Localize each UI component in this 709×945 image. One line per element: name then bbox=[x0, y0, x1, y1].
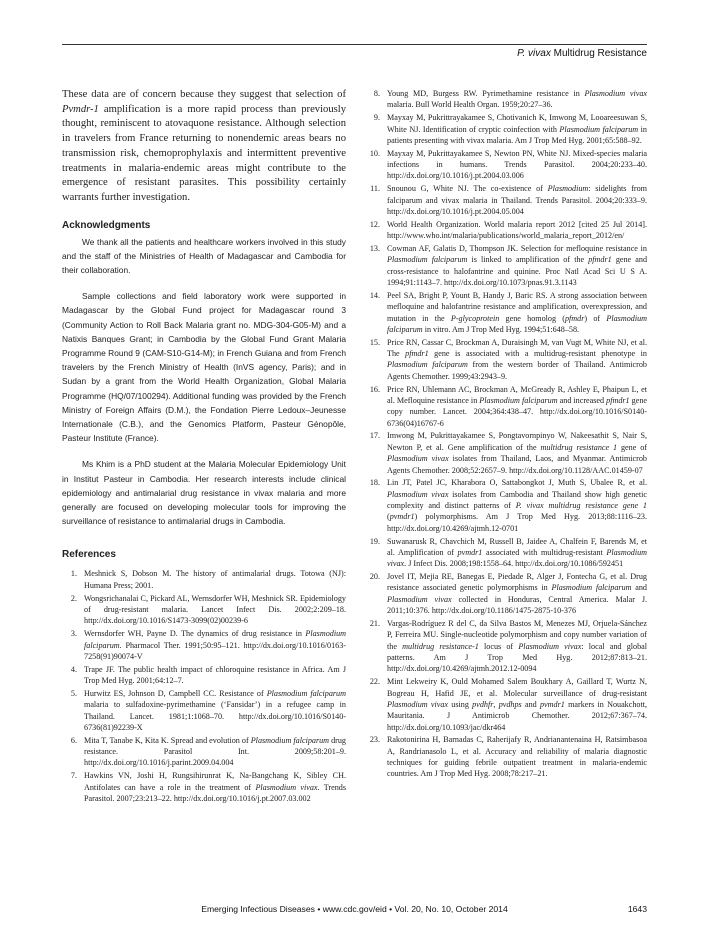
reference-text bbox=[387, 112, 647, 146]
italic-term: pfmdr1 bbox=[606, 395, 630, 405]
reference-item bbox=[365, 88, 647, 111]
text-run: isolates from Cambodia and Thailand show high genetic complexity and distinct patterns of bbox=[387, 489, 647, 511]
text-run: , bbox=[493, 699, 499, 709]
italic-term: P-glycoprotein bbox=[450, 313, 500, 323]
reference-number: 13. bbox=[369, 243, 380, 253]
italic-term: Pvmdr-1 bbox=[62, 103, 99, 115]
references-list-left bbox=[62, 568, 346, 804]
reference-text bbox=[84, 568, 346, 591]
reference-text bbox=[387, 219, 647, 242]
reference-number: 20. bbox=[369, 572, 380, 582]
reference-text bbox=[387, 148, 647, 182]
references-heading: References bbox=[62, 549, 116, 561]
italic-term: Plasmodium vivax bbox=[387, 454, 449, 464]
reference-text bbox=[84, 688, 346, 733]
reference-number: 9. bbox=[373, 113, 380, 123]
italic-term: Plasmodium vivax bbox=[387, 699, 449, 709]
text-run: Hurwitz ES, Johnson D, Campbell CC. Resistance of bbox=[84, 688, 267, 698]
running-title-species: P. vivax bbox=[517, 48, 551, 59]
reference-item bbox=[365, 384, 647, 429]
acknowledgments-heading: Acknowledgments bbox=[62, 219, 151, 231]
reference-text bbox=[84, 770, 346, 804]
reference-text bbox=[387, 477, 647, 534]
reference-item bbox=[62, 688, 346, 733]
reference-item bbox=[62, 593, 346, 627]
italic-term: Plasmodium vivax bbox=[584, 89, 647, 98]
reference-number: 7. bbox=[70, 771, 77, 781]
reference-item bbox=[365, 148, 647, 182]
text-run: Rakotonirina H, Barnadas C, Raherijafy R, Andrianantenaina H, Ratsimbasoa A, Randrianasolo L, et al. Accuracy and reliability of malaria diagnostic techniques for guiding febrile outpatient treatment in malaria-endemic countries. Am J Trop Med Hyg. 2008;78:217–21. bbox=[387, 735, 647, 779]
text-run: Trape JF. The public health impact of chloroquine resistance in Africa. Am J Trop Med Hyg. 2001;64:12–7. bbox=[84, 664, 346, 686]
text-run: from the western border of Thailand. Antimicrob Agents Chemother. 1999;43:2943–9. bbox=[387, 360, 647, 381]
text-run: associated with multidrug-resistant bbox=[482, 547, 607, 557]
reference-number: 1. bbox=[70, 569, 77, 579]
reference-number: 10. bbox=[369, 148, 380, 158]
italic-term: Plasmodium vivax bbox=[255, 782, 318, 792]
journal-footer: Emerging Infectious Diseases • www.cdc.gov/eid • Vol. 20, No. 10, October 2014 bbox=[201, 904, 508, 914]
text-run: amplification is a more rapid process than previously thought, reminiscent to atovaquone resistance. Although selection in travelers from France returning to nonendemic areas bears no transmission risk, chemoprophylaxis and intermittent preventive treatments in malaria-endemic areas might contribute to the emergence of resistant parasites. This possibility certainly warrants further investigation. bbox=[62, 103, 346, 203]
text-run: World Health Organization. World malaria report 2012 [cited 25 Jul 2014]. http://www.who.int/malaria/publications/world_malaria_report_2012/en/ bbox=[387, 219, 647, 241]
text-run: Vargas-Rodríguez R del C, da Silva Bastos M, Menezes MJ, Orjuela-Sánchez P, Ferreira MU. Single-nucleotide polymorphism and copy number variation of the bbox=[387, 618, 647, 651]
text-run: in patients presenting with vivax malaria. Am J Trop Med Hyg. 2001;65:588–92. bbox=[387, 124, 647, 145]
italic-term: Plasmodium falciparum bbox=[479, 395, 558, 405]
italic-term: pvdhfr bbox=[472, 699, 494, 709]
text-run: . Pharmacol Ther. 1991;50:95–121. http://dx.doi.org/10.1016/0163-7258(91)90074-V bbox=[84, 640, 346, 661]
header-rule bbox=[62, 44, 647, 45]
text-run: and increased bbox=[557, 395, 607, 405]
reference-text bbox=[387, 290, 647, 335]
page-number: 1643 bbox=[627, 904, 647, 914]
text-run: ) of bbox=[584, 313, 607, 323]
italic-term: Plasmodium falciparum bbox=[551, 583, 632, 593]
text-run: malaria. Bull World Health Organ. 1959;20:27–36. bbox=[387, 100, 553, 110]
italic-term: pfmdr1 bbox=[405, 349, 429, 359]
reference-number: 15. bbox=[369, 337, 380, 347]
text-run: gene homolog ( bbox=[499, 313, 565, 323]
text-run: gene is associated with a multidrug-resistant phenotype in bbox=[428, 349, 647, 359]
reference-text bbox=[84, 735, 346, 769]
text-run: Imwong M, Pukrittayakamee S, Pongtavornpinyo W, Nakeesathit S, Nair S, Newton P, et al. Gene amplification of the bbox=[387, 431, 647, 452]
reference-item bbox=[365, 571, 647, 616]
reference-item bbox=[365, 676, 647, 733]
reference-number: 2. bbox=[70, 593, 77, 603]
acknowledgments-paragraph: We thank all the patients and healthcare workers involved in this study and the staff of the Ministries of Health of Madagascar and Cambodia for their collaboration. bbox=[62, 236, 346, 276]
italic-term: Plasmodium bbox=[547, 184, 589, 194]
reference-number: 17. bbox=[369, 431, 380, 441]
reference-text bbox=[387, 183, 647, 217]
reference-text bbox=[84, 628, 346, 662]
text-run: and bbox=[631, 583, 647, 593]
reference-number: 8. bbox=[373, 89, 380, 98]
italic-term: pvmdr1 bbox=[389, 512, 415, 522]
text-run: malaria to sulfadoxine-pyrimethamine (‘Fansidar’) in a refugee camp in Thailand. Lancet. 1981;1:1068–70. http://dx.doi.org/10.1016/S0140-6736(81)92239-X bbox=[84, 700, 346, 732]
text-run: gene and cross-resistance to halofantrine and quinine. Proc Natl Acad Sci U S A. 1994;91:1143–7. http://dx.doi.org/10.1073/pnas.91.3.1143 bbox=[387, 255, 648, 287]
reference-item bbox=[365, 337, 647, 382]
italic-term: Plasmodium falciparum bbox=[559, 124, 639, 134]
text-run: ) polymorphisms. Am J Trop Med Hyg. 2013;88:1116–23. http://dx.doi.org/10.4269/ajtmh.12-0701 bbox=[387, 512, 647, 533]
text-run: Wernsdorfer WH, Payne D. The dynamics of drug resistance in bbox=[84, 629, 306, 639]
reference-item bbox=[62, 664, 346, 687]
text-run: is linked to amplification of the bbox=[467, 255, 589, 265]
reference-text bbox=[84, 664, 346, 687]
italic-term: pvmdr1 bbox=[457, 547, 483, 557]
text-run: . J Infect Dis. 2008;198:1558–64. http://dx.doi.org/10.1086/592451 bbox=[404, 559, 624, 569]
italic-term: P. vivax multidrug resistance gene 1 bbox=[515, 501, 647, 511]
reference-item bbox=[365, 734, 647, 779]
reference-text bbox=[387, 571, 647, 616]
reference-item bbox=[365, 112, 647, 146]
reference-number: 11. bbox=[370, 184, 380, 194]
italic-term: pvmdr1 bbox=[539, 699, 565, 709]
italic-term: pvdhps bbox=[498, 699, 522, 709]
reference-number: 12. bbox=[369, 219, 380, 229]
text-run: and bbox=[521, 699, 540, 709]
reference-number: 4. bbox=[70, 664, 77, 674]
text-run: These data are of concern because they suggest that selection of bbox=[62, 89, 346, 100]
reference-item bbox=[62, 568, 346, 591]
italic-term: Plasmodium vivax bbox=[518, 641, 582, 651]
reference-text bbox=[387, 618, 647, 675]
text-run: Wongsrichanalai C, Pickard AL, Wernsdorfer WH, Meshnick SR. Epidemiology of drug-resistant malaria. Lancet Infect Dis. 2002;2:209–18. http://dx.doi.org/10.1016/S1473-3099(02)00239-6 bbox=[84, 593, 346, 626]
italic-term: Plasmodium vivax bbox=[387, 547, 647, 569]
reference-text bbox=[387, 676, 647, 733]
italic-term: Plasmodium falciparum bbox=[387, 255, 468, 265]
text-run: drug resistance. Parasitol Int. 2009;58:201–9. http://dx.doi.org/10.1016/j.parint.2009.04.004 bbox=[84, 735, 346, 768]
reference-item bbox=[365, 477, 647, 534]
text-run: markers in Nouakchott, Mauritania. J Antimicrob Chemother. 2012;67:367–74. http://dx.doi.org/10.1093/jac/dkr464 bbox=[387, 699, 648, 732]
running-title-rest: Multidrug Resistance bbox=[550, 48, 647, 59]
text-run: isolates from Thailand, Laos, and Myanmar. Antimicrob Agents Chemother. 2008;52:2657–9. http://dx.doi.org/10.1128/AAC.01459-07 bbox=[387, 454, 647, 475]
reference-text bbox=[84, 593, 346, 627]
reference-item bbox=[62, 735, 346, 769]
funding-paragraph: Sample collections and field laboratory work were supported in Madagascar by the Global Fund project for Madagascar round 3 (Community Action to Roll Back Malaria grant no. MDG-304-G05-M) and a Natixis Banques Grant; in Cambodia by the Global Fund Grant Malaria Programme Round 9 (CAM-S10-G14-M); in French Guiana and from French travelers by the French Ministry of Health (InVS agency, Paris); and in Sudan by a grant from the World Health Organization, Global Malaria Programme (HQ/07/100294). Additional funding was provided by the French Ministry of Foreign Affairs (D.M.), the Fondation Pierre Ledoux–Jeunesse Internationale (C.B.), and the Genomics Platform, Pasteur Génopôle, Pasteur Institute (France). bbox=[62, 291, 346, 444]
reference-item bbox=[365, 219, 647, 242]
reference-number: 6. bbox=[70, 735, 77, 745]
text-run: Mayxay M, Pukrittrayakamee S, Chotivanich K, Imwong M, Looareesuwan S, White NJ. Identification of cryptic coinfection with bbox=[387, 113, 647, 134]
text-run: collected in Honduras, Central America. Malar J. 2011;10:376. http://dx.doi.org/10.1186/1475-2875-10-376 bbox=[387, 594, 648, 616]
reference-number: 18. bbox=[369, 478, 380, 488]
italic-term: Plasmodium falciparum bbox=[84, 629, 346, 650]
reference-item bbox=[365, 430, 647, 475]
text-run: Suwanarusk R, Chavchich M, Russell B, Jaidee A, Chalfein F, Barends M, et al. Amplification of bbox=[387, 536, 647, 557]
reference-text bbox=[387, 536, 647, 570]
text-run: Hawkins VN, Joshi H, Rungsihirunrat K, Na-Bangchang K, Sibley CH. Antifolates can have a role in the treatment of bbox=[84, 771, 346, 792]
text-run: gene of bbox=[617, 442, 647, 452]
text-run: using bbox=[448, 699, 473, 709]
reference-text bbox=[387, 337, 647, 382]
italic-term: Plasmodium falciparum bbox=[266, 688, 346, 698]
reference-text bbox=[387, 430, 647, 475]
text-run: . Trends Parasitol. 2007;23:213–22. http://dx.doi.org/10.1016/j.pt.2007.03.002 bbox=[84, 782, 346, 804]
running-title bbox=[517, 48, 647, 59]
text-run: : local and global patterns. Am J Trop Med Hyg. 2012;87:813–21. http://dx.doi.org/10.4269/ajtmh.2012.12-0094 bbox=[387, 641, 648, 674]
reference-text bbox=[387, 734, 647, 779]
text-run: gene copy number. Lancet. 2004;364:438–47. http://dx.doi.org/10.1016/S0140-6736(04)16767-6 bbox=[387, 395, 647, 428]
italic-term: Plasmodium falciparum bbox=[250, 735, 330, 745]
text-run: : sidelights from falciparum and vivax malaria in Thailand. Trends Parasitol. 2004;20:333–9. http://dx.doi.org/10.1016/j.pt.2004.05.004 bbox=[387, 184, 647, 216]
text-run: in vitro. Am J Trop Med Hyg. 1994;51:648–58. bbox=[422, 324, 580, 334]
reference-number: 16. bbox=[369, 384, 380, 394]
italic-term: Plasmodium vivax bbox=[387, 594, 452, 604]
reference-item bbox=[62, 770, 346, 804]
text-run: Mita T, Tanabe K, Kita K. Spread and evolution of bbox=[84, 735, 251, 745]
reference-item bbox=[365, 290, 647, 335]
reference-number: 21. bbox=[369, 618, 380, 628]
reference-number: 3. bbox=[70, 629, 77, 639]
reference-item bbox=[62, 628, 346, 662]
text-run: Lin JT, Patel JC, Kharabora O, Sattabongkot J, Muth S, Ubalee R, et al. bbox=[387, 478, 647, 488]
text-run: Mint Lekweiry K, Ould Mohamed Salem Boukhary A, Gaillard T, Wurtz N, Bogreau H, Hafid JE, et al. Molecular surveillance of drug-resistant bbox=[387, 677, 647, 698]
reference-number: 14. bbox=[369, 290, 380, 300]
reference-number: 22. bbox=[369, 677, 380, 687]
italic-term: Plasmodium falciparum bbox=[387, 313, 647, 334]
italic-term: Plasmodium vivax bbox=[387, 489, 449, 499]
text-run: Peel SA, Bright P, Yount B, Handy J, Baric RS. A strong association between mefloquine and halofantrine resistance and amplification, overexpression, and mutation in the bbox=[387, 290, 647, 323]
text-run: Jovel IT, Mejia RE, Banegas E, Piedade R, Alger J, Fontecha G, et al. Drug resistance associated genetic polymorphisms in bbox=[387, 572, 647, 593]
reference-item bbox=[365, 618, 647, 675]
reference-text bbox=[387, 243, 647, 288]
italic-term: Plasmodium falciparum bbox=[387, 360, 468, 370]
intro-paragraph bbox=[62, 88, 346, 206]
text-run: Price RN, Cassar C, Brockman A, Duraisingh M, van Vugt M, White NJ, et al. The bbox=[387, 337, 647, 359]
italic-term: multidrug resistance-1 bbox=[402, 641, 479, 651]
reference-item bbox=[365, 243, 647, 288]
author-bio-paragraph: Ms Khim is a PhD student at the Malaria Molecular Epidemiology Unit in Institut Pasteur in Cambodia. Her research interests include clinical epidemiology and antimalarial drug resistance in vivax malaria and more generally are focused on developing molecular tools for improving the surveillance of resistance to antimalarial drugs in Cambodia. bbox=[62, 459, 346, 527]
text-run: Snounou G, White NJ. The co-existence of bbox=[387, 184, 548, 194]
reference-number: 19. bbox=[369, 536, 380, 546]
text-run: locus of bbox=[478, 641, 519, 651]
reference-number: 23. bbox=[369, 735, 380, 745]
italic-term: pfmdr1 bbox=[588, 255, 612, 265]
text-run: Price RN, Uhlemann AC, Brockman A, McGready R, Ashley E, Phaipun L, et al. Mefloquine resistance in bbox=[387, 384, 647, 405]
italic-term: pfmdr bbox=[564, 313, 585, 323]
italic-term: multidrug resistance 1 bbox=[540, 442, 618, 452]
reference-item bbox=[365, 183, 647, 217]
text-run: ( bbox=[387, 512, 390, 522]
text-run: Meshnick S, Dobson M. The history of antimalarial drugs. Totowa (NJ): Humana Press; 2001. bbox=[84, 569, 346, 590]
reference-number: 5. bbox=[70, 688, 77, 698]
reference-text bbox=[387, 384, 647, 429]
right-column bbox=[365, 88, 647, 781]
references-list-right bbox=[365, 88, 647, 780]
text-run: Cowman AF, Galatis D, Thompson JK. Selection for mefloquine resistance in bbox=[387, 243, 647, 253]
left-column bbox=[62, 88, 346, 806]
text-run: Mayxay M, Pukrittayakamee S, Newton PN, White NJ. Mixed-species malaria infections in humans. Trends Parasitol. 2004;20:233–40. http://dx.doi.org/10.1016/j.pt.2004.03.006 bbox=[387, 148, 647, 181]
reference-text bbox=[387, 88, 647, 111]
reference-item bbox=[365, 536, 647, 570]
text-run: Young MD, Burgess RW. Pyrimethamine resistance in bbox=[387, 89, 585, 98]
